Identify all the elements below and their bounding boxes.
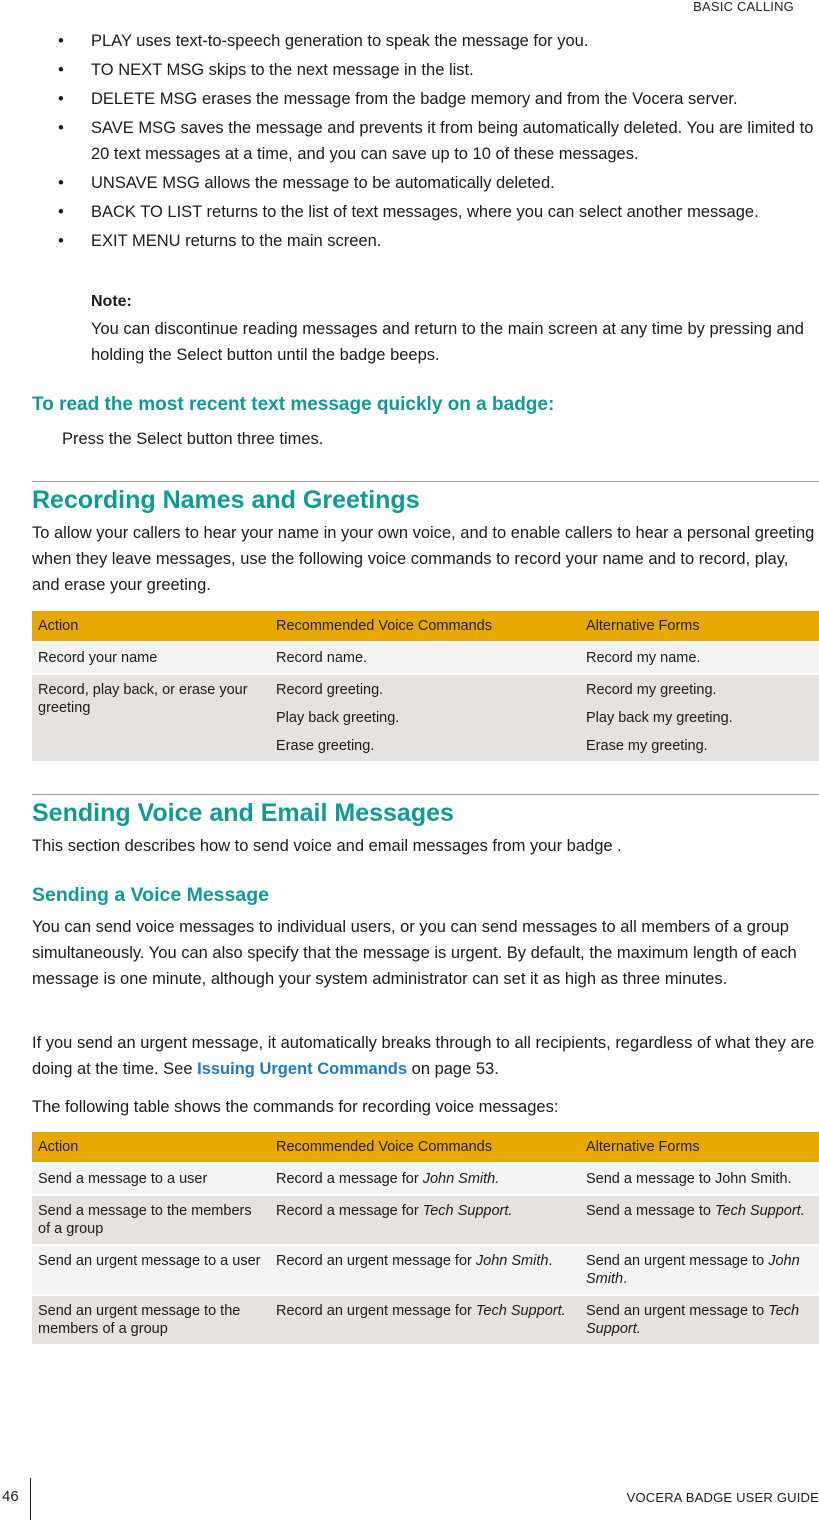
table-cell: [580, 1246, 819, 1294]
table-cell: [270, 1296, 580, 1344]
recording-commands-table: [32, 609, 819, 763]
text-run-italic: Tech Support.: [422, 1203, 513, 1219]
table-row: [32, 1196, 819, 1244]
column-header: Action: [32, 611, 270, 641]
procedure-step: Press the Select button three times.: [62, 430, 324, 448]
table-cell: [270, 1246, 580, 1294]
text-run: If you send an urgent message, it automatically breaks through to all recipients, regardless of what they are doing at the time. See: [32, 1034, 815, 1078]
table-cell: [270, 1196, 580, 1244]
alternative-line: Play back my greeting.: [586, 710, 733, 726]
page-number: 46: [2, 1488, 19, 1505]
recording-intro: To allow your callers to hear your name in your own voice, and to enable callers to hear a personal greeting when they leave messages, use the following voice commands to record your name and to record, play, and erase your greeting.: [32, 524, 815, 594]
section-heading-recording: Recording Names and Greetings: [32, 486, 420, 514]
table-cell: Send a message to the members of a group: [32, 1196, 270, 1244]
column-header: Recommended Voice Commands: [270, 1132, 580, 1162]
subsection-heading-voice: Sending a Voice Message: [32, 884, 269, 906]
column-header: Recommended Voice Commands: [270, 611, 580, 641]
text-run: Record an urgent message for: [276, 1253, 476, 1269]
text-run-italic: Tech Support.: [475, 1303, 566, 1319]
voice-paragraph-1: You can send voice messages to individual users, or you can send messages to all members of a group simultaneously. You can also specify that the message is urgent. By default, the maximum length of each message is one minute, although your system administrator can set it as high as three minutes.: [32, 918, 797, 988]
procedure-title: To read the most recent text message quickly on a badge:: [32, 394, 555, 415]
footer-divider: [30, 1478, 31, 1520]
table-cell: [270, 1164, 580, 1194]
table-cell: Send an urgent message to the members of a group: [32, 1296, 270, 1344]
table-row: [32, 643, 819, 673]
note-text: You can discontinue reading messages and return to the main screen at any time by pressing and holding the Select button until the badge beeps.: [91, 320, 804, 364]
table-row: [32, 1246, 819, 1294]
sending-intro: This section describes how to send voice and email messages from your badge .: [32, 837, 622, 855]
section-divider: [32, 481, 819, 482]
section-heading-sending: Sending Voice and Email Messages: [32, 799, 454, 827]
text-run: on page 53.: [407, 1060, 499, 1078]
text-run: Record a message for: [276, 1203, 423, 1219]
voice-commands-table: [32, 1130, 819, 1346]
text-run-italic: John Smith.: [422, 1171, 500, 1187]
table-cell: Send an urgent message to a user: [32, 1246, 270, 1294]
table-row: [32, 675, 819, 761]
list-item: • UNSAVE MSG allows the message to be automatically deleted.: [52, 170, 817, 196]
table-cell: [580, 1164, 819, 1194]
note-block: [91, 290, 816, 368]
text-run: .: [548, 1253, 553, 1269]
table-cell: Record my name.: [580, 643, 819, 673]
running-header: BASIC CALLING: [693, 0, 794, 14]
list-item: • TO NEXT MSG skips to the next message in the list.: [52, 57, 817, 83]
text-run: Send an urgent message to: [586, 1253, 769, 1269]
column-header: Action: [32, 1132, 270, 1162]
text-run: Send a message to: [586, 1203, 715, 1219]
text-run-italic: John Smith: [586, 1253, 800, 1287]
table-cell: [270, 675, 580, 761]
list-item: • PLAY uses text-to-speech generation to speak the message for you.: [52, 28, 817, 54]
table-cell: [580, 675, 819, 761]
table-cell: Record name.: [270, 643, 580, 673]
menu-option-list: [52, 28, 817, 257]
list-item: • SAVE MSG saves the message and prevents it from being automatically deleted. You are limited to 20 text messages at a time, and you can save up to 10 of these messages.: [52, 115, 817, 167]
command-line: Record greeting.: [276, 682, 384, 698]
note-label: Note:: [91, 293, 132, 310]
section-divider: [32, 794, 819, 795]
table-cell: [580, 1196, 819, 1244]
text-run: Record a message for: [276, 1171, 423, 1187]
text-run: .: [623, 1271, 628, 1287]
table-cell: Send a message to a user: [32, 1164, 270, 1194]
voice-paragraph-3: The following table shows the commands for recording voice messages:: [32, 1098, 559, 1116]
alternative-line: Erase my greeting.: [586, 738, 708, 754]
table-cell: [580, 1296, 819, 1344]
table-cell: Record your name: [32, 643, 270, 673]
column-header: Alternative Forms: [580, 1132, 819, 1162]
command-line: Play back greeting.: [276, 710, 400, 726]
command-line: Erase greeting.: [276, 738, 375, 754]
text-run: Send an urgent message to: [586, 1303, 769, 1319]
table-row: [32, 1296, 819, 1344]
text-run-italic: Tech Support.: [586, 1303, 800, 1337]
table-row: [32, 1164, 819, 1194]
table-cell: Record, play back, or erase your greeting: [32, 675, 270, 761]
list-item: • BACK TO LIST returns to the list of text messages, where you can select another message.: [52, 199, 817, 225]
list-item: • DELETE MSG erases the message from the badge memory and from the Vocera server.: [52, 86, 817, 112]
text-run-italic: Tech Support.: [714, 1203, 805, 1219]
text-run: Send a message to John Smith.: [586, 1171, 792, 1187]
list-item: • EXIT MENU returns to the main screen.: [52, 228, 817, 254]
text-run-italic: John Smith: [475, 1253, 549, 1269]
voice-paragraph-2: [32, 1030, 819, 1082]
text-run: Record an urgent message for: [276, 1303, 476, 1319]
issuing-urgent-commands-link[interactable]: Issuing Urgent Commands: [197, 1060, 408, 1078]
footer-guide-title: VOCERA BADGE USER GUIDE: [626, 1490, 819, 1505]
alternative-line: Record my greeting.: [586, 682, 717, 698]
column-header: Alternative Forms: [580, 611, 819, 641]
